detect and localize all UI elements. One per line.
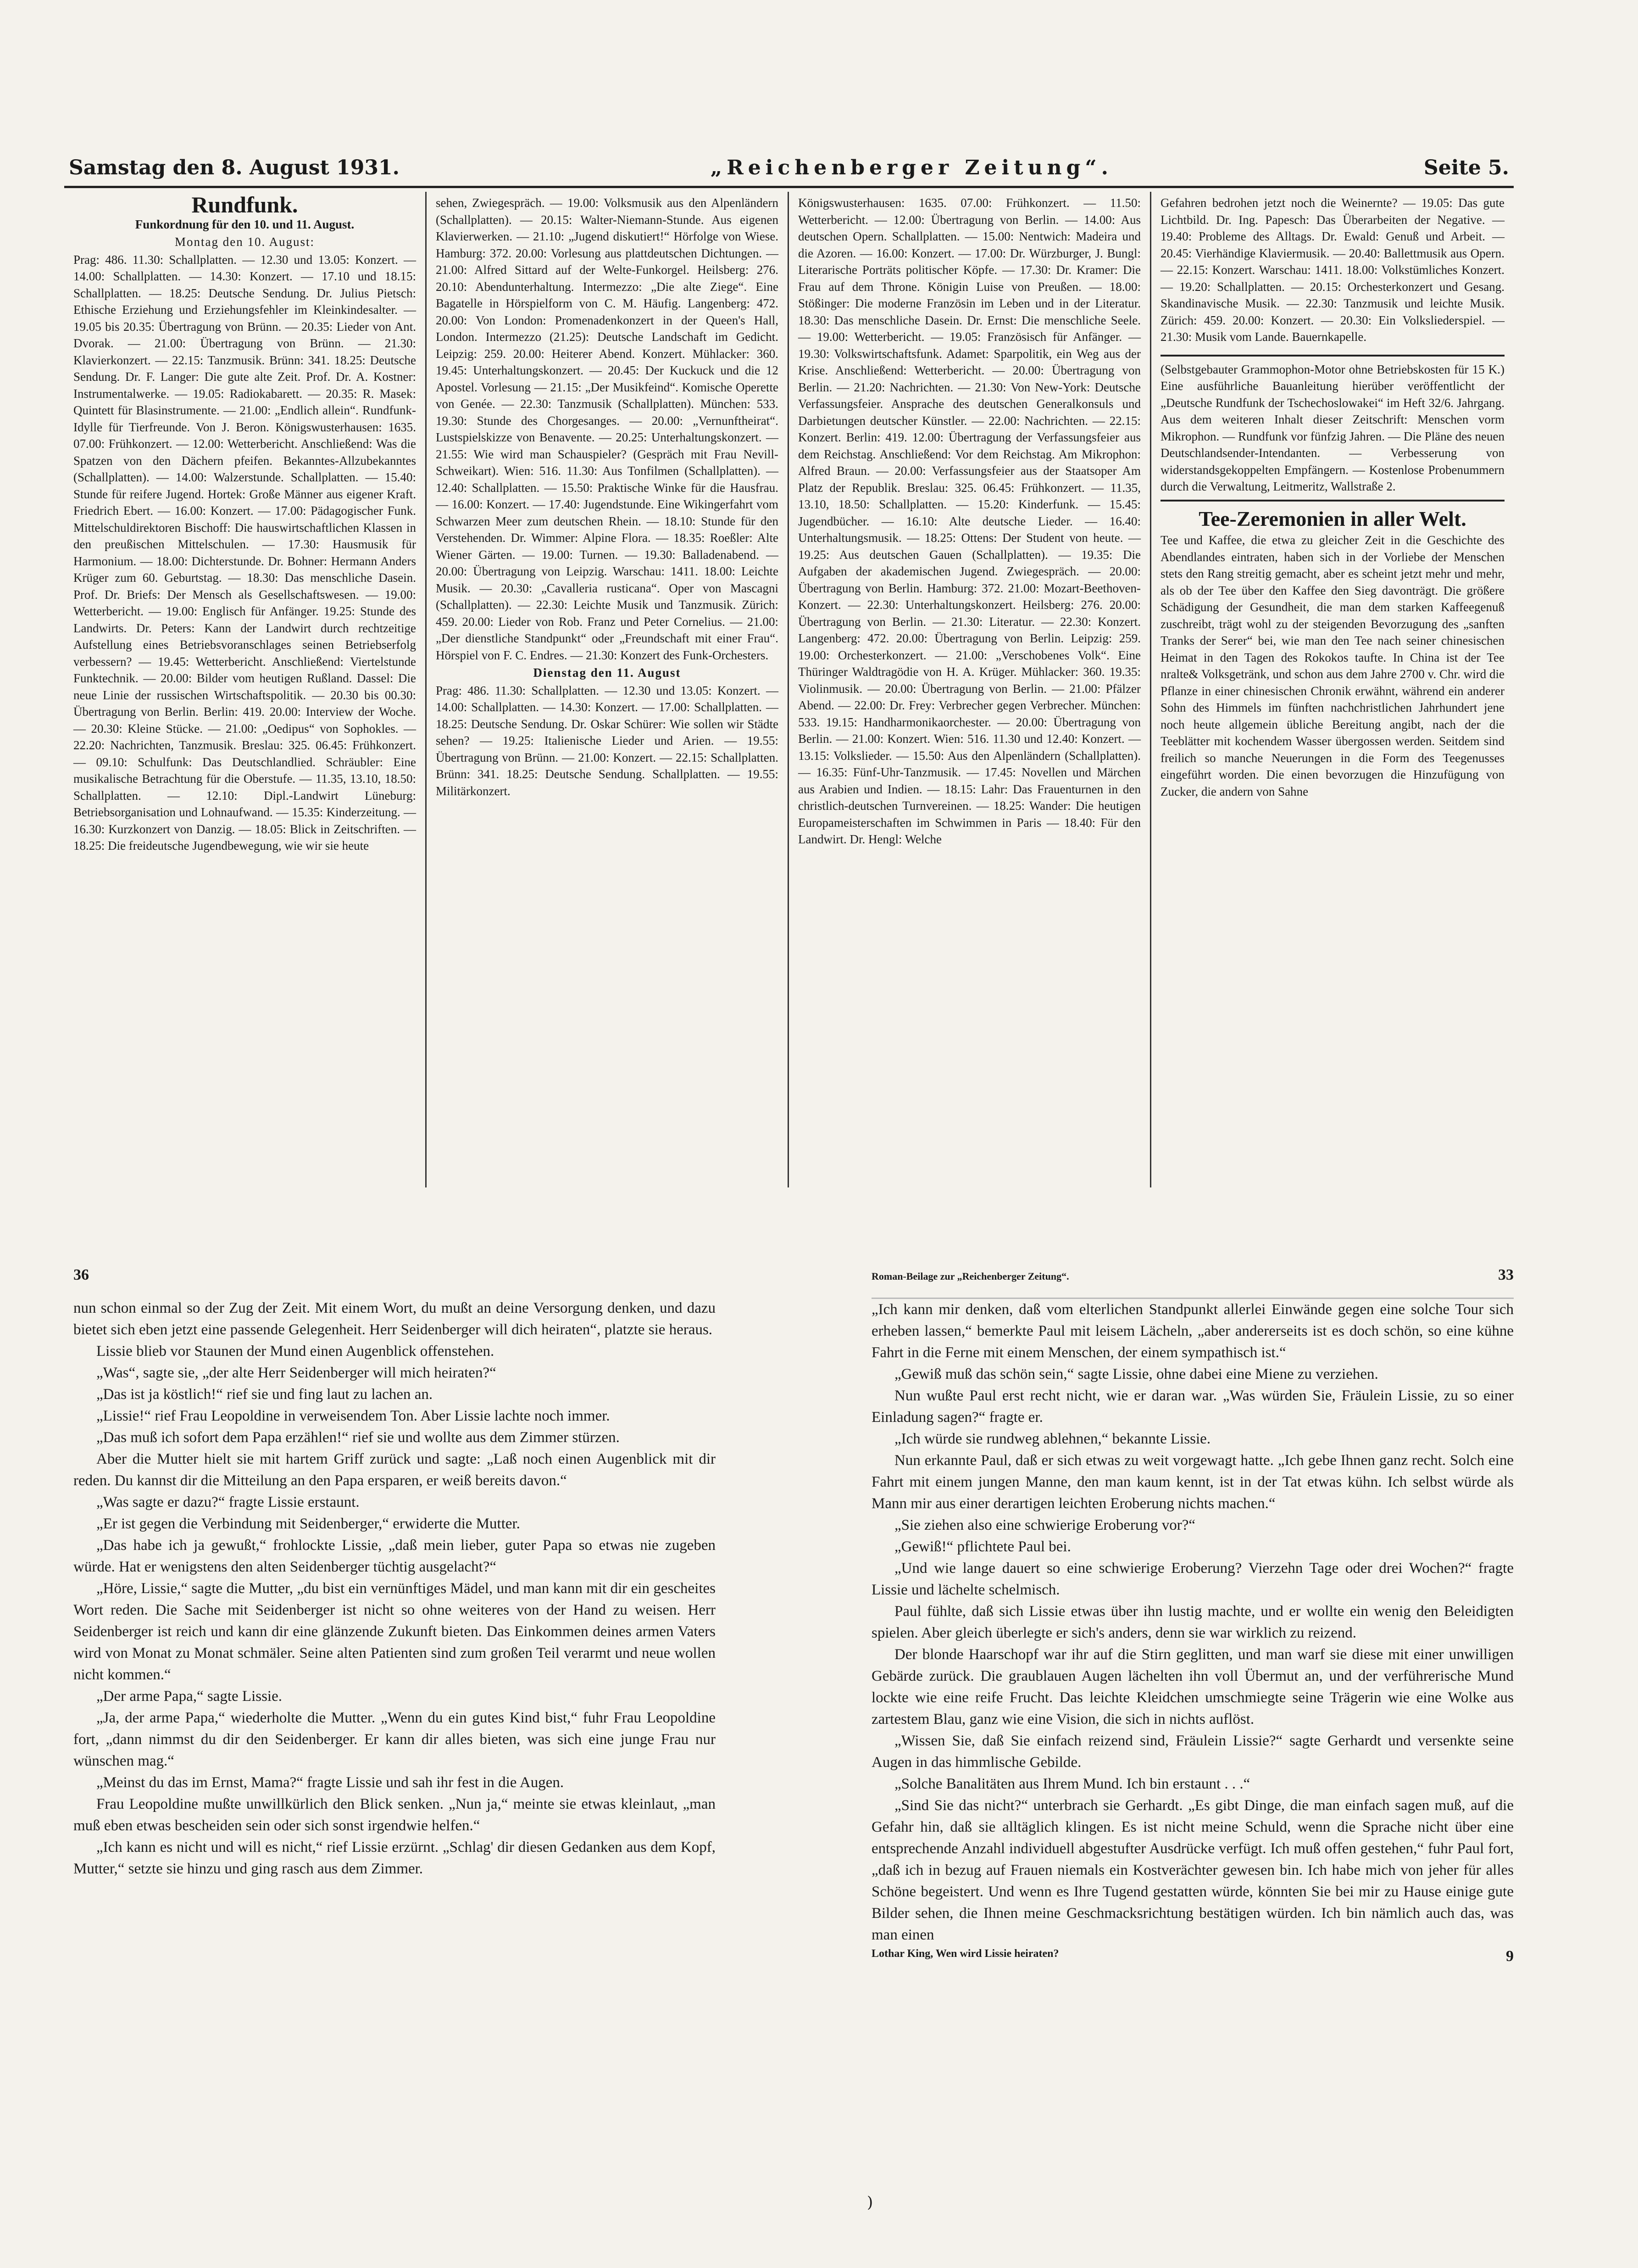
paragraph: „Sie ziehen also eine schwierige Eroberung vor?“: [894, 1517, 1196, 1533]
paragraph: „Ich kann es nicht und will es nicht,“ rief Lissie erzürnt. „Schlag' dir diesen Gedanken aus dem Kopf, Mutter,“ setzte sie hinzu und ging rasch aus dem Zimmer.: [73, 1839, 716, 1877]
paragraph: „Wissen Sie, daß Sie einfach reizend sind, Fräulein Lissie?“ sagte Gerhardt und versenkte seine Augen in das himmlische Gebilde.: [872, 1733, 1514, 1771]
book-header-left: [73, 1266, 716, 1284]
notice-text: (Selbstgebauter Grammophon-Motor ohne Betriebskosten für 15 K.) Eine ausführliche Bauanleitung hierüber veröffentlicht der „Deutsche Rundfunk der Tschechoslowakei“ im Heft 32/6. Jahrgang. Aus dem weiteren Inhalt dieser Zeitschrift: Menschen vorm Mikrophon. — Rundfunk vor fünfzig Jahren. — Die Pläne des neuen Deutschlandsender-Intendanten. — Verbesserung von widerstandsgekoppelten Empfängern. — Kostenlose Probenummern durch die Verwaltung, Leitmeritz, Wallstraße 2.: [1160, 362, 1505, 493]
program-listing: Königswusterhausen: 1635. 07.00: Frühkonzert. — 11.50: Wetterbericht. — 12.00: Übertragung von Berlin. — 14.00: Aus deutschen Opern. Schallplatten. — 15.00: Nentwich: Madeira und die Azoren. — 16.00: Konzert. — 17.00: Dr. Würzburger, J. Bungl: Literarische Porträts politischer Köpfe. — 17.30: Dr. Kramer: Die Frau auf dem Throne. Königin Luise von Preußen. — 18.00: Stößinger: Die moderne Französin im Leben und in der Literatur. 18.30: Das menschliche Dasein. Dr. Ernst: Die menschliche Seele. — 19.00: Wetterbericht. — 19.05: Französisch für Anfänger. — 19.30: Volkswirtschaftsfunk. Adamet: Sparpolitik, ein Weg aus der Krise. Anschließend: Wetterbericht. — 20.00: Übertragung von Berlin. — 21.20: Nachrichten. — 21.30: Von New-York: Deutsche Verfassungsfeier. Ansprache des deutschen Generalkonsuls und Darbietungen deutscher Künstler. — 22.00: Nachrichten. — 22.15: Konzert. Berlin: 419. 12.00: Übertragung der Verfassungsfeier aus dem Reichstag. Anschließend: Vor dem Reichstag. Am Mikrophon: Alfred Braun. — 20.00: Verfassungsfeier aus der Staatsoper Am Platz der Republik. Breslau: 325. 06.45: Frühkonzert. — 11.35, 13.10, 18.50: Schallplatten. — 15.20: Kinderfunk. — 15.45: Jugendbücher. — 16.10: Alte deutsche Lieder. — 16.40: Unterhaltungsmusik. — 18.25: Ottens: Der Student von heute. — 19.25: Aus deutschen Gauen (Schallplatten). — 19.35: Die Aufgaben der akademischen Jugend. Zwiegespräch. — 20.00: Übertragung von Berlin. Hamburg: 372. 21.00: Mozart-Beethoven-Konzert. — 22.30: Unterhaltungskonzert. Heilsberg: 276. 20.00: Übertragung von Berlin. — 21.30: Literatur. — 22.30: Konzert. Langenberg: 472. 20.00: Übertragung von Berlin. Leipzig: 259. 19.00: Orchesterkonzert. — 21.00: „Verschobenes Volk“. Eine Thüringer Waldtragödie von H. A. Krüger. Mühlacker: 360. 19.35: Violinmusik. — 20.00: Übertragung von Berlin. — 21.00: Pfälzer Abend. — 22.00: Dr. Frey: Verbrecher gegen Verbrecher. München: 533. 19.15: Handharmonikaorchester. — 20.00: Übertragung von Berlin. — 21.00: Konzert. Wien: 516. 11.30 und 12.40: Konzert. — 13.15: Volkslieder. — 15.50: Aus den Alpenländern (Schallplatten). — 16.35: Fünf-Uhr-Tanzmusik. — 17.45: Novellen und Märchen aus Arabien und Indien. — 18.15: Lahr: Das Frauenturnen in den christlich-deutschen Turnvereinen. — 18.25: Wander: Die heutigen Europameisterschaften im Schwimmen in Paris — 18.40: Für den Landwirt. Dr. Hengl: Welche: [798, 196, 1141, 846]
paragraph: Frau Leopoldine mußte unwillkürlich den Blick senken. „Nun ja,“ meinte sie etwas kleinlaut, „man muß eben etwas bescheiden sein oder sich sonst irgendwie helfen.“: [73, 1796, 716, 1834]
paragraph: Aber die Mutter hielt sie mit hartem Griff zurück und sagte: „Laß noch einen Augenblick mit dir reden. Du kannst dir die Mitteilung an den Papa ersparen, er weiß bereits davon.“: [73, 1451, 716, 1489]
column-1: [64, 192, 427, 1187]
footer-signature: Lothar King, Wen wird Lissie heiraten?: [872, 1948, 1059, 1960]
paragraph: „Höre, Lissie,“ sagte die Mutter, „du bist ein vernünftiges Mädel, und man kann mit dir ein gescheites Wort reden. Die Sache mit Seidenberger ist nicht so ohne weiteres von der Hand zu weisen. Herr Seidenberger ist reich und kann dir eine glänzende Zukunft bieten. Das Einkommen deines armen Vaters wird von Monat zu Monat schmäler. Seine alten Patienten sind zum großen Teil verarmt und neue wollen nicht kommen.“: [73, 1580, 716, 1683]
bottom-marker: ): [867, 2193, 873, 2212]
paragraph: „Gewiß!“ pflichtete Paul bei.: [894, 1538, 1071, 1555]
novel-text-left: [73, 1298, 716, 1880]
paragraph: „Lissie!“ rief Frau Leopoldine in verweisendem Ton. Aber Lissie lachte noch immer.: [96, 1408, 610, 1424]
program-listing: sehen, Zwiegespräch. — 19.00: Volksmusik aus den Alpenländern (Schallplatten). — 20.15: Walter-Niemann-Stunde. Aus eigenen Klavierwerken. — 21.10: „Jugend diskutiert!“ Hörfolge von Wiese. Hamburg: 372. 20.00: Vorlesung aus plattdeutschen Dichtungen. — 21.00: Alfred Sittard auf der Welte-Funkorgel. Heilsberg: 276. 20.10: Abendunterhaltung. Intermezzo: „Die alte Ziege“. Eine Bagatelle in Hörspielform von C. M. Häufig. Langenberg: 472. 20.00: Von London: Promenadenkonzert in der Queen's Hall, London. Intermezzo (21.25): Deutsche Landschaft im Gedicht. Leipzig: 259. 20.00: Heiterer Abend. Konzert. Mühlacker: 360. 19.45: Unterhaltungskonzert. — 20.45: Der Kuckuck und die 12 Apostel. Vorlesung — 21.15: „Der Musikfeind“. Komische Operette von Genée. — 22.30: Tanzmusik (Schallplatten). München: 533. 19.30: Stunde des Chorgesanges. — 20.00: „Vernunftheirat“. Lustspielskizze von Benavente. — 20.25: Unterhaltungskonzert. — 21.55: Wie wird man Schauspieler? (Gespräch mit Frau Nevill-Schweikart). Wien: 516. 11.30: Aus Tonfilmen (Schallplatten). — 12.40: Schallplatten. — 15.50: Praktische Winke für die Hausfrau. — 16.00: Konzert. — 17.40: Jugendstunde. Eine Wikingerfahrt vom Schwarzen Meer zum deutschen Rhein. — 18.10: Stunde für den Verstehenden. Dr. Wimmer: Alpine Flora. — 18.35: Roeßler: Alte Wiener Gärten. — 19.00: Turnen. — 19.30: Balladenabend. — 20.00: Übertragung von Leipzig. Warschau: 1411. 18.00: Leichte Musik. — 20.30: „Cavalleria rusticana“. Oper von Mascagni (Schallplatten). — 22.30: Leichte Musik und Tanzmusik. Zürich: 459. 20.00: Lieder von Rob. Franz und Peter Cornelius. — 21.00: „Der dienstliche Standpunkt“ oder „Freundschaft mit einer Frau“. Hörspiel von F. C. Endres. — 21.30: Konzert des Funk-Orchesters.: [436, 196, 778, 662]
day-heading-tuesday: Dienstag den 11. August: [533, 666, 681, 680]
book-page-left: [73, 1266, 716, 2230]
notice-box: [1160, 355, 1505, 502]
rundfunk-subtitle: Funkordnung für den 10. und 11. August.: [135, 217, 355, 231]
newspaper-page: [64, 156, 1514, 1202]
newspaper-columns: [64, 192, 1514, 1187]
page-number: 36: [73, 1266, 89, 1283]
paragraph: „Sind Sie das nicht?“ unterbrach sie Gerhardt. „Es gibt Dinge, die man einfach sagen muß, auf die Gefahr hin, daß sie alltäglich klingen. Es ist nicht meine Schuld, wenn die Sprache nicht über eine entsprechende Anzahl individuell abgestufter Ausdrücke verfügt. Ich muß offen gestehen,“ fuhr Paul fort, „daß ich in bezug auf Frauen niemals ein Kostverächter gewesen bin. Ich habe mich von jeher für alles Schöne begeistert. Und wenn es Ihre Tugend gestatten würde, könnten Sie bei mir zu Hause einige gute Bilder sehen, die Ihnen meine Geschmacksrichtung bestätigen würden. Ich bin nämlich auch das, was man einen: [872, 1797, 1514, 1943]
paragraph: „Solche Banalitäten aus Ihrem Mund. Ich bin erstaunt . . .“: [894, 1776, 1250, 1792]
masthead-page: Seite 5.: [1423, 156, 1509, 179]
masthead-title: „Reichenberger Zeitung“.: [710, 156, 1113, 179]
paragraph: „Der arme Papa,“ sagte Lissie.: [96, 1688, 282, 1705]
paragraph: „Was“, sagte sie, „der alte Herr Seidenberger will mich heiraten?“: [96, 1365, 496, 1381]
program-listing: Prag: 486. 11.30: Schallplatten. — 12.30 und 13.05: Konzert. — 14.00: Schallplatten. — 14.30: Konzert. — 17.10 und 18.15: Schallplatten. — 18.25: Deutsche Sendung. Dr. Julius Pietsch: Ethische Erziehung und Erziehungsfehler im Kleinkindesalter. — 19.05 bis 20.35: Übertragung von Brünn. — 20.35: Lieder von Ant. Dvorak. — 21.00: Übertragung von Brünn. — 21.30: Klavierkonzert. — 22.15: Tanzmusik. Brünn: 341. 18.25: Deutsche Sendung. Dr. F. Langer: Die gute alte Zeit. Prof. Dr. A. Kostner: Instrumentalwerke. — 19.05: Radiokabarett. — 20.35: R. Masek: Quintett für Blasinstrumente. — 21.00: „Endlich allein“. Rundfunk-Idylle für Tierfreunde. Von J. Beron. Königswusterhausen: 1635. 07.00: Frühkonzert. — 12.00: Wetterbericht. Anschließend: Was die Spatzen von den Dächern pfeifen. Bekanntes-Allzubekanntes (Schallplatten). — 14.00: Walzerstunde. Schallplatten. — 15.40: Stunde für reifere Jugend. Hortek: Große Männer aus eigener Kraft. Friedrich Ebert. — 16.00: Konzert. — 17.00: Pädagogischer Funk. Mittelschuldirektoren Bischoff: Die hauswirtschaftlichen Klassen in den preußischen Mittelschulen. — 17.30: Hausmusik für Harmonium. — 18.00: Dichterstunde. Dr. Bohner: Hermann Anders Krüger zum 60. Geburtstag. — 18.30: Das menschliche Dasein. Prof. Dr. Briefs: Der Mensch als Gesellschaftswesen. — 19.00: Wetterbericht. — 19.00: Englisch für Anfänger. 19.25: Stunde des Landwirts. Dr. Peters: Kann der Landwirt durch rechtzeitige Aufstellung eines Betriebsvoranschlages seinen Betriebserfolg verbessern? — 19.45: Wetterbericht. Anschließend: Viertelstunde Funktechnik. — 20.00: Bilder vom heutigen Rußland. Dassel: Die neue Linie der russischen Wirtschaftspolitik. — 20.30 bis 00.30: Übertragung von Berlin. Berlin: 419. 20.00: Interview der Woche. — 20.30: Kleine Stücke. — 21.00: „Oedipus“ von Sophokles. — 22.20: Nachrichten, Tanzmusik. Breslau: 325. 06.45: Frühkonzert. — 09.10: Schulfunk: Das Deutschlandlied. Schräubler: Eine musikalische Betrachtung für die Oberstufe. — 11.35, 13.10, 18.50: Schallplatten. — 12.10: Dipl.-Landwirt Lüneburg: Betriebsorganisation und Lohnaufwand. — 15.35: Kinderzeitung. — 16.30: Kurzkonzert von Danzig. — 18.05: Blick in Zeitschriften. — 18.25: Die freideutsche Jugendbewegung, wie wir sie heute: [73, 252, 416, 853]
book-page-right: [872, 1266, 1514, 2230]
paragraph: „Ja, der arme Papa,“ wiederholte die Mutter. „Wenn du ein gutes Kind bist,“ fuhr Frau Leopoldine fort, „dann nimmst du dir den Seidenberger. Er kann dir alles bieten, was sich eine junge Frau nur wünschen mag.“: [73, 1710, 716, 1769]
masthead: [64, 156, 1514, 188]
paragraph: Der blonde Haarschopf war ihr auf die Stirn geglitten, und man warf sie diese mit einer unwilligen Gebärde zurück. Die graublauen Augen lächelten ihn voll Übermut an, und der verführerische Mund lockte wie eine reife Frucht. Das leichte Kleidchen umschmiegte seine Trägerin wie eine Wolke aus zartestem Blau, ganz wie eine Vision, die sich in nichts auflöst.: [872, 1646, 1514, 1727]
masthead-date: Samstag den 8. August 1931.: [69, 156, 400, 179]
paragraph: Nun wußte Paul erst recht nicht, wie er daran war. „Was würden Sie, Fräulein Lissie, zu so einer Einladung sagen?“ fragte er.: [872, 1388, 1514, 1426]
paragraph: „Gewiß muß das schön sein,“ sagte Lissie, ohne dabei eine Miene zu verziehen.: [894, 1366, 1378, 1382]
paragraph: „Das ist ja köstlich!“ rief sie und fing laut zu lachen an.: [96, 1386, 433, 1403]
program-listing: Prag: 486. 11.30: Schallplatten. — 12.30 und 13.05: Konzert. — 14.00: Schallplatten. — 14.30: Konzert. — 17.00: Schallplatten. — 18.25: Deutsche Sendung. Dr. Oskar Schürer: Wie sollen wir Städte sehen? — 19.25: Italienische Lieder und Arien. — 19.55: Übertragung von Brünn. — 21.00: Konzert. — 22.15: Schallplatten. Brünn: 341. 18.25: Deutsche Sendung. Schallplatten. — 19.55: Militärkonzert.: [436, 683, 778, 798]
paragraph: Paul fühlte, daß sich Lissie etwas über ihn lustig machte, und er wollte ein wenig den Beleidigten spielen. Aber gleich überlegte er sich's anders, denn sie war wirklich zu reizend.: [872, 1603, 1514, 1641]
supplement-caption: Roman-Beilage zur „Reichenberger Zeitung“.: [872, 1271, 1069, 1282]
paragraph: „Ich kann mir denken, daß vom elterlichen Standpunkt allerlei Einwände gegen eine solche Tour sich erheben lassen,“ bemerkte Paul mit leisem Lächeln, „aber andererseits ist es doch schön, so eine kühne Fahrt in die Ferne mit einem Menschen, der einem sympathisch ist.“: [872, 1301, 1514, 1361]
paragraph: nun schon einmal so der Zug der Zeit. Mit einem Wort, du mußt an deine Versorgung denken, und dazu bietet sich eben jetzt eine passende Gelegenheit. Herr Seidenberger will dich heiraten“, platzte sie heraus.: [73, 1300, 716, 1338]
paragraph: Nun erkannte Paul, daß er sich etwas zu weit vorgewagt hatte. „Ich gebe Ihnen ganz recht. Solch eine Fahrt mit einem jungen Manne, den man kaum kennt, ist in der Tat etwas kühn. Ich selbst würde als Mann mir aus einer derartigen leichten Eroberung nichts machen.“: [872, 1452, 1514, 1512]
column-2: [427, 192, 789, 1187]
column-4: [1151, 192, 1514, 1187]
program-listing: Gefahren bedrohen jetzt noch die Weinernte? — 19.05: Das gute Lichtbild. Dr. Ing. Papesch: Das Überarbeiten der Negative. — 19.40: Probleme des Alltags. Dr. Ewald: Genuß und Arbeit. — 20.45: Vierhändige Klaviermusik. — 20.40: Ballettmusik aus Opern. — 22.15: Konzert. Warschau: 1411. 18.00: Volkstümliches Konzert. — 19.20: Schallplatten. — 20.15: Orchesterkonzert und Gesang. Skandinavische Musik. — 22.30: Tanzmusik und leichte Musik. Zürich: 459. 20.00: Konzert. — 20.30: Ein Volksliederspiel. — 21.30: Musik vom Lande. Bauernkapelle.: [1160, 196, 1505, 344]
column-3: [789, 192, 1151, 1187]
paragraph: „Das habe ich ja gewußt,“ frohlockte Lissie, „daß mein lieber, guter Papa so etwas nie zugeben würde. Hat er wenigstens den alten Seidenberger tüchtig ausgelacht?“: [73, 1537, 716, 1575]
rundfunk-title: Rundfunk.: [191, 192, 298, 217]
article-text: Tee und Kaffee, die etwa zu gleicher Zeit in die Geschichte des Abendlandes eintraten, haben sich in der Vorliebe der Menschen stets den Rang streitig gemacht, aber es scheint jetzt mehr und mehr, als ob der Tee über den Kaffee den Sieg davonträgt. Die größere Schädigung der Gesundheit, die man dem starken Kaffeegenuß zuschreibt, trägt wohl zu der steigenden Bevorzugung des „sanften Tranks der Serer“ bei, wie man den Tee nach seiner chinesischen Heimat in den Tagen des Rokokos taufte. In China ist der Tee nralte& Volksgetränk, und schon aus dem Jahre 2700 v. Chr. wird die Pflanze in einer chinesischen Chronik erwähnt, während ein anderer Sohn des Himmels im fünften nachchristlichen Jahrhundert jene noch heute allgemein übliche Bereitung angibt, nach der die Teeblätter mit kochendem Wasser übergossen werden. Seitdem sind freilich so manche Neuerungen in die Form des Teegenusses eingeführt worden. Die einen bevorzugen die Hinzufügung von Zucker, die andern von Sahne: [1160, 533, 1505, 798]
novel-text-right: [872, 1299, 1514, 1946]
paragraph: „Meinst du das im Ernst, Mama?“ fragte Lissie und sah ihr fest in die Augen.: [96, 1774, 564, 1791]
book-header-right: [872, 1266, 1514, 1284]
day-heading-monday: Montag den 10. August:: [175, 235, 315, 249]
paragraph: „Das muß ich sofort dem Papa erzählen!“ rief sie und wollte aus dem Zimmer stürzen.: [96, 1429, 620, 1446]
paragraph: „Und wie lange dauert so eine schwierige Eroberung? Vierzehn Tage oder drei Wochen?“ fragte Lissie und lächelte schelmisch.: [872, 1560, 1514, 1598]
page-footer: [872, 1948, 1514, 1965]
article-title: Tee-Zeremonien in aller Welt.: [1199, 507, 1466, 530]
signature-number: 9: [1506, 1948, 1514, 1965]
paragraph: Lissie blieb vor Staunen der Mund einen Augenblick offenstehen.: [96, 1343, 494, 1360]
paragraph: „Ich würde sie rundweg ablehnen,“ bekannte Lissie.: [894, 1431, 1211, 1447]
paragraph: „Was sagte er dazu?“ fragte Lissie erstaunt.: [96, 1494, 360, 1510]
page-number: 33: [1498, 1266, 1514, 1283]
paragraph: „Er ist gegen die Verbindung mit Seidenberger,“ erwiderte die Mutter.: [96, 1516, 520, 1532]
